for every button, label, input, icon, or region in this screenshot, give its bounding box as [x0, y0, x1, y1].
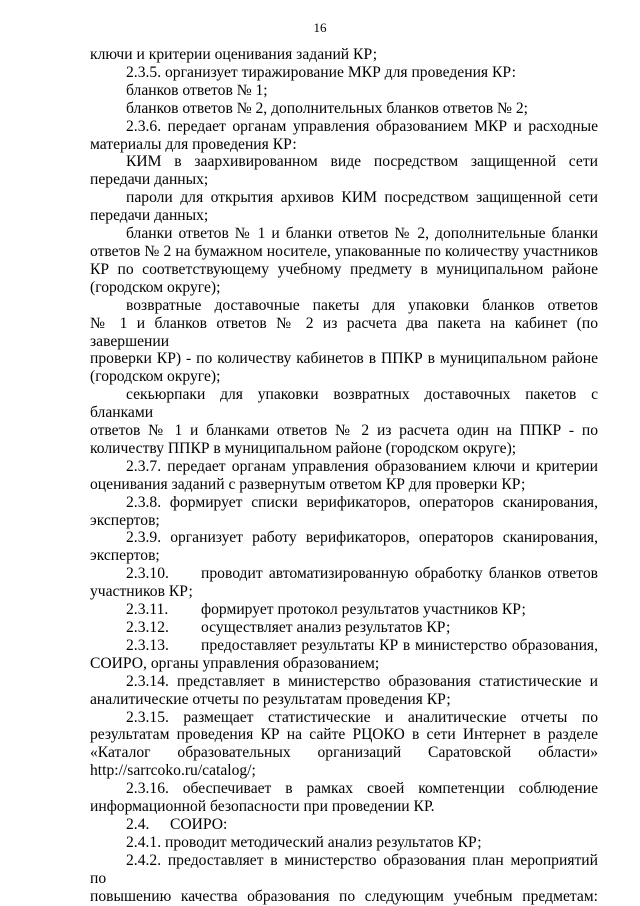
text-line: (городском округе);	[90, 278, 221, 296]
text-line: бланков ответов № 2, дополнительных бланков ответов № 2;	[126, 99, 528, 117]
text-line: участников КР;	[90, 583, 193, 601]
section-heading	[90, 816, 598, 834]
text-line: оценивания заданий с развернутым ответом КР для проверки КР;	[90, 475, 526, 493]
text-line: 2.4.1. проводит методический анализ результатов КР;	[126, 833, 482, 851]
numbered-item	[90, 619, 598, 637]
section-number: 2.4.	[126, 815, 150, 833]
paragraph	[90, 673, 598, 709]
paragraph	[90, 225, 598, 297]
numbered-item	[90, 601, 598, 619]
item-number: 2.3.13.	[126, 636, 169, 654]
text-line: ключи и критерии оценивания заданий КР;	[90, 46, 378, 63]
item-text: предоставляет результаты КР в министерство образования,	[201, 636, 598, 654]
item-number: 2.3.12.	[126, 619, 169, 636]
text-line: аналитические отчеты по результатам проведения КР;	[90, 690, 451, 708]
paragraph	[90, 494, 598, 530]
paragraph	[90, 46, 598, 64]
text-line: ответов № 1 и бланками ответов № 2 из расчета один на ППКР - по	[90, 422, 598, 440]
text-line: 2.3.8. формирует списки верификаторов, операторов сканирования,	[126, 493, 598, 511]
text-line: КИМ в заархивированном виде посредством защищенной сети	[126, 153, 598, 171]
text-line: материалы для проведения КР:	[90, 135, 297, 153]
text-line: «Каталог образовательных организаций Саратовской области»	[90, 744, 598, 762]
paragraph	[90, 118, 598, 154]
numbered-item	[90, 637, 598, 673]
paragraph	[90, 834, 598, 852]
paragraph	[90, 100, 598, 118]
paragraph	[90, 709, 598, 781]
text-line: № 1 и бланков ответов № 2 из расчета два пакета на кабинет (по завершении	[90, 314, 598, 350]
item-text: осуществляет анализ результатов КР;	[201, 619, 451, 636]
text-line: 2.3.7. передает органам управления образованием ключи и критерии	[126, 457, 598, 475]
text-line: возвратные доставочные пакеты для упаковки бланков ответов	[126, 296, 598, 314]
paragraph	[90, 189, 598, 225]
paragraph	[90, 82, 598, 100]
section-title: СОИРО:	[170, 815, 228, 833]
text-line: 2.3.15. размещает статистические и аналитические отчеты по	[126, 708, 598, 726]
paragraph	[90, 458, 598, 494]
text-line: передачи данных;	[90, 171, 209, 189]
text-line: 2.3.5. организует тиражирование МКР для проведения КР:	[126, 63, 516, 81]
text-line: 2.4.2. предоставляет в министерство образования план мероприятий по	[90, 851, 598, 887]
text-line: 2.3.9. организует работу верификаторов, операторов сканирования,	[126, 529, 598, 547]
text-line: экспертов;	[90, 511, 160, 529]
paragraph	[90, 153, 598, 189]
page-number: 16	[313, 20, 327, 35]
text-line: бланки ответов № 1 и бланки ответов № 2, дополнительные бланки	[126, 225, 598, 243]
paragraph	[90, 386, 598, 458]
text-line: передачи данных;	[90, 207, 209, 225]
paragraph	[90, 852, 598, 906]
paragraph	[90, 64, 598, 82]
text-line: информационной безопасности при проведении КР.	[90, 798, 435, 816]
text-line: 2.3.6. передает органам управления образованием МКР и расходные	[126, 117, 598, 135]
text-line: 2.3.16. обеспечивает в рамках своей компетенции соблюдение	[126, 780, 598, 798]
text-line: пароли для открытия архивов КИМ посредством защищенной сети	[126, 189, 598, 207]
paragraph	[90, 297, 598, 387]
text-line: экспертов;	[90, 547, 160, 565]
text-line: секьюрпаки для упаковки возвратных доставочных пакетов с бланками	[90, 386, 598, 422]
item-number: 2.3.10.	[126, 565, 169, 583]
text-line: ответов № 2 на бумажном носителе, упакованные по количеству участников	[90, 242, 598, 260]
text-line: СОИРО, органы управления образованием;	[90, 654, 380, 672]
paragraph	[90, 529, 598, 565]
numbered-item	[90, 565, 598, 601]
document-body	[90, 46, 598, 906]
item-text: формирует протокол результатов участников КР;	[201, 601, 526, 619]
paragraph	[90, 780, 598, 816]
text-line: бланков ответов № 1;	[126, 81, 268, 99]
text-line: 2.3.14. представляет в министерство образования статистические и	[126, 672, 598, 690]
item-text: проводит автоматизированную обработку бланков ответов	[201, 565, 598, 583]
item-number: 2.3.11.	[126, 601, 169, 619]
text-line: количеству ППКР в муниципальном районе (городском округе);	[90, 439, 517, 457]
text-line: http://sarrcoko.ru/catalog/;	[90, 762, 256, 780]
text-line: результатам проведения КР на сайте РЦОКО в сети Интернет в разделе	[90, 726, 598, 744]
text-line: (городском округе);	[90, 368, 221, 386]
text-line: проверки КР) - по количеству кабинетов в ППКР в муниципальном районе	[90, 350, 598, 368]
text-line: КР по соответствующему учебному предмету в муниципальном районе	[90, 260, 598, 278]
text-line: повышению качества образования по следующим учебным предметам:	[90, 887, 598, 905]
